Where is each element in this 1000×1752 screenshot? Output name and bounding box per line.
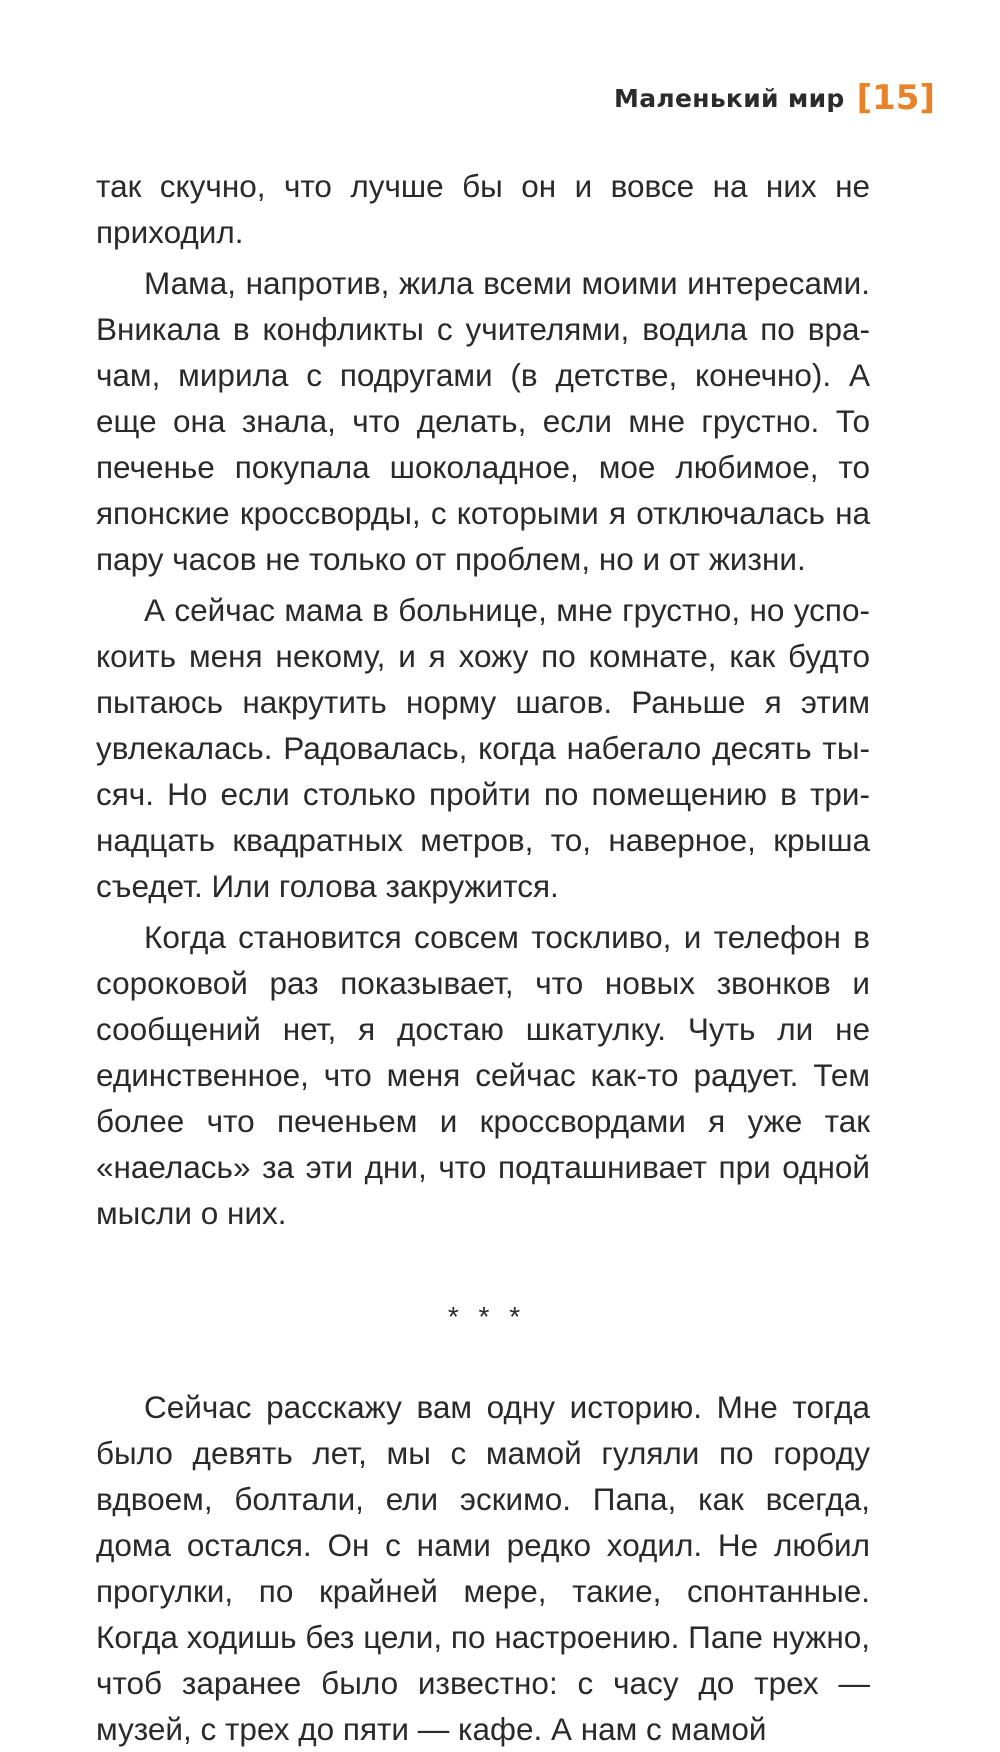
paragraph: Сейчас расскажу вам одну историю. Мне тогда было девять лет, мы с мамой гуляли по городу вдвоем, болтали, ели эскимо. Папа, как всегда, дома остался. Он с нами редко ходил. Не любил прогулки, по крайней мере, такие, спонтанные. Когда ходишь без цели, по настроению. Папе нужно, чтоб заранее было известно: с часу до трех — музей, с трех до пяти — кафе. А нам с мамой [96, 1389, 870, 1747]
paragraph: Мама, напротив, жила всеми моими интересами. Вникала в конфликты с учителями, водила по врачам, мирила с подругами (в детстве, конечно). А еще она знала, что делать, если мне грустно. То печенье покупала шоколадное, мое любимое, то японские кроссворды, с которыми я отключалась на пару часов не только от проблем, но и от жизни. [96, 265, 870, 577]
running-title: Маленький мир [614, 83, 845, 113]
running-header [614, 78, 935, 118]
section-separator: * * * [447, 1301, 527, 1332]
paragraph: Когда становится совсем тоскливо, и телефон в сороковой раз показывает, что новых звонков и сообщений нет, я достаю шкатулку. Чуть ли не единственное, что меня сейчас как-то радует. Тем более что печеньем и кроссвордами я уже так «наелась» за эти дни, что подташнивает при одной мысли о них. [96, 919, 870, 1231]
paragraph: А сейчас мама в больнице, мне грустно, но успокоить меня некому, и я хожу по комнате, как будто пытаюсь накрутить норму шагов. Раньше я этим увлекалась. Радовалась, когда набегало десять тысяч. Но если столько пройти по помещению в тринадцать квадратных метров, то, наверное, крыша съедет. Или голова закружится. [96, 592, 870, 904]
paragraph: так скучно, что лучше бы он и вовсе на них не приходил. [96, 168, 870, 250]
page-number: [15] [856, 78, 935, 118]
body-text [96, 163, 870, 1752]
